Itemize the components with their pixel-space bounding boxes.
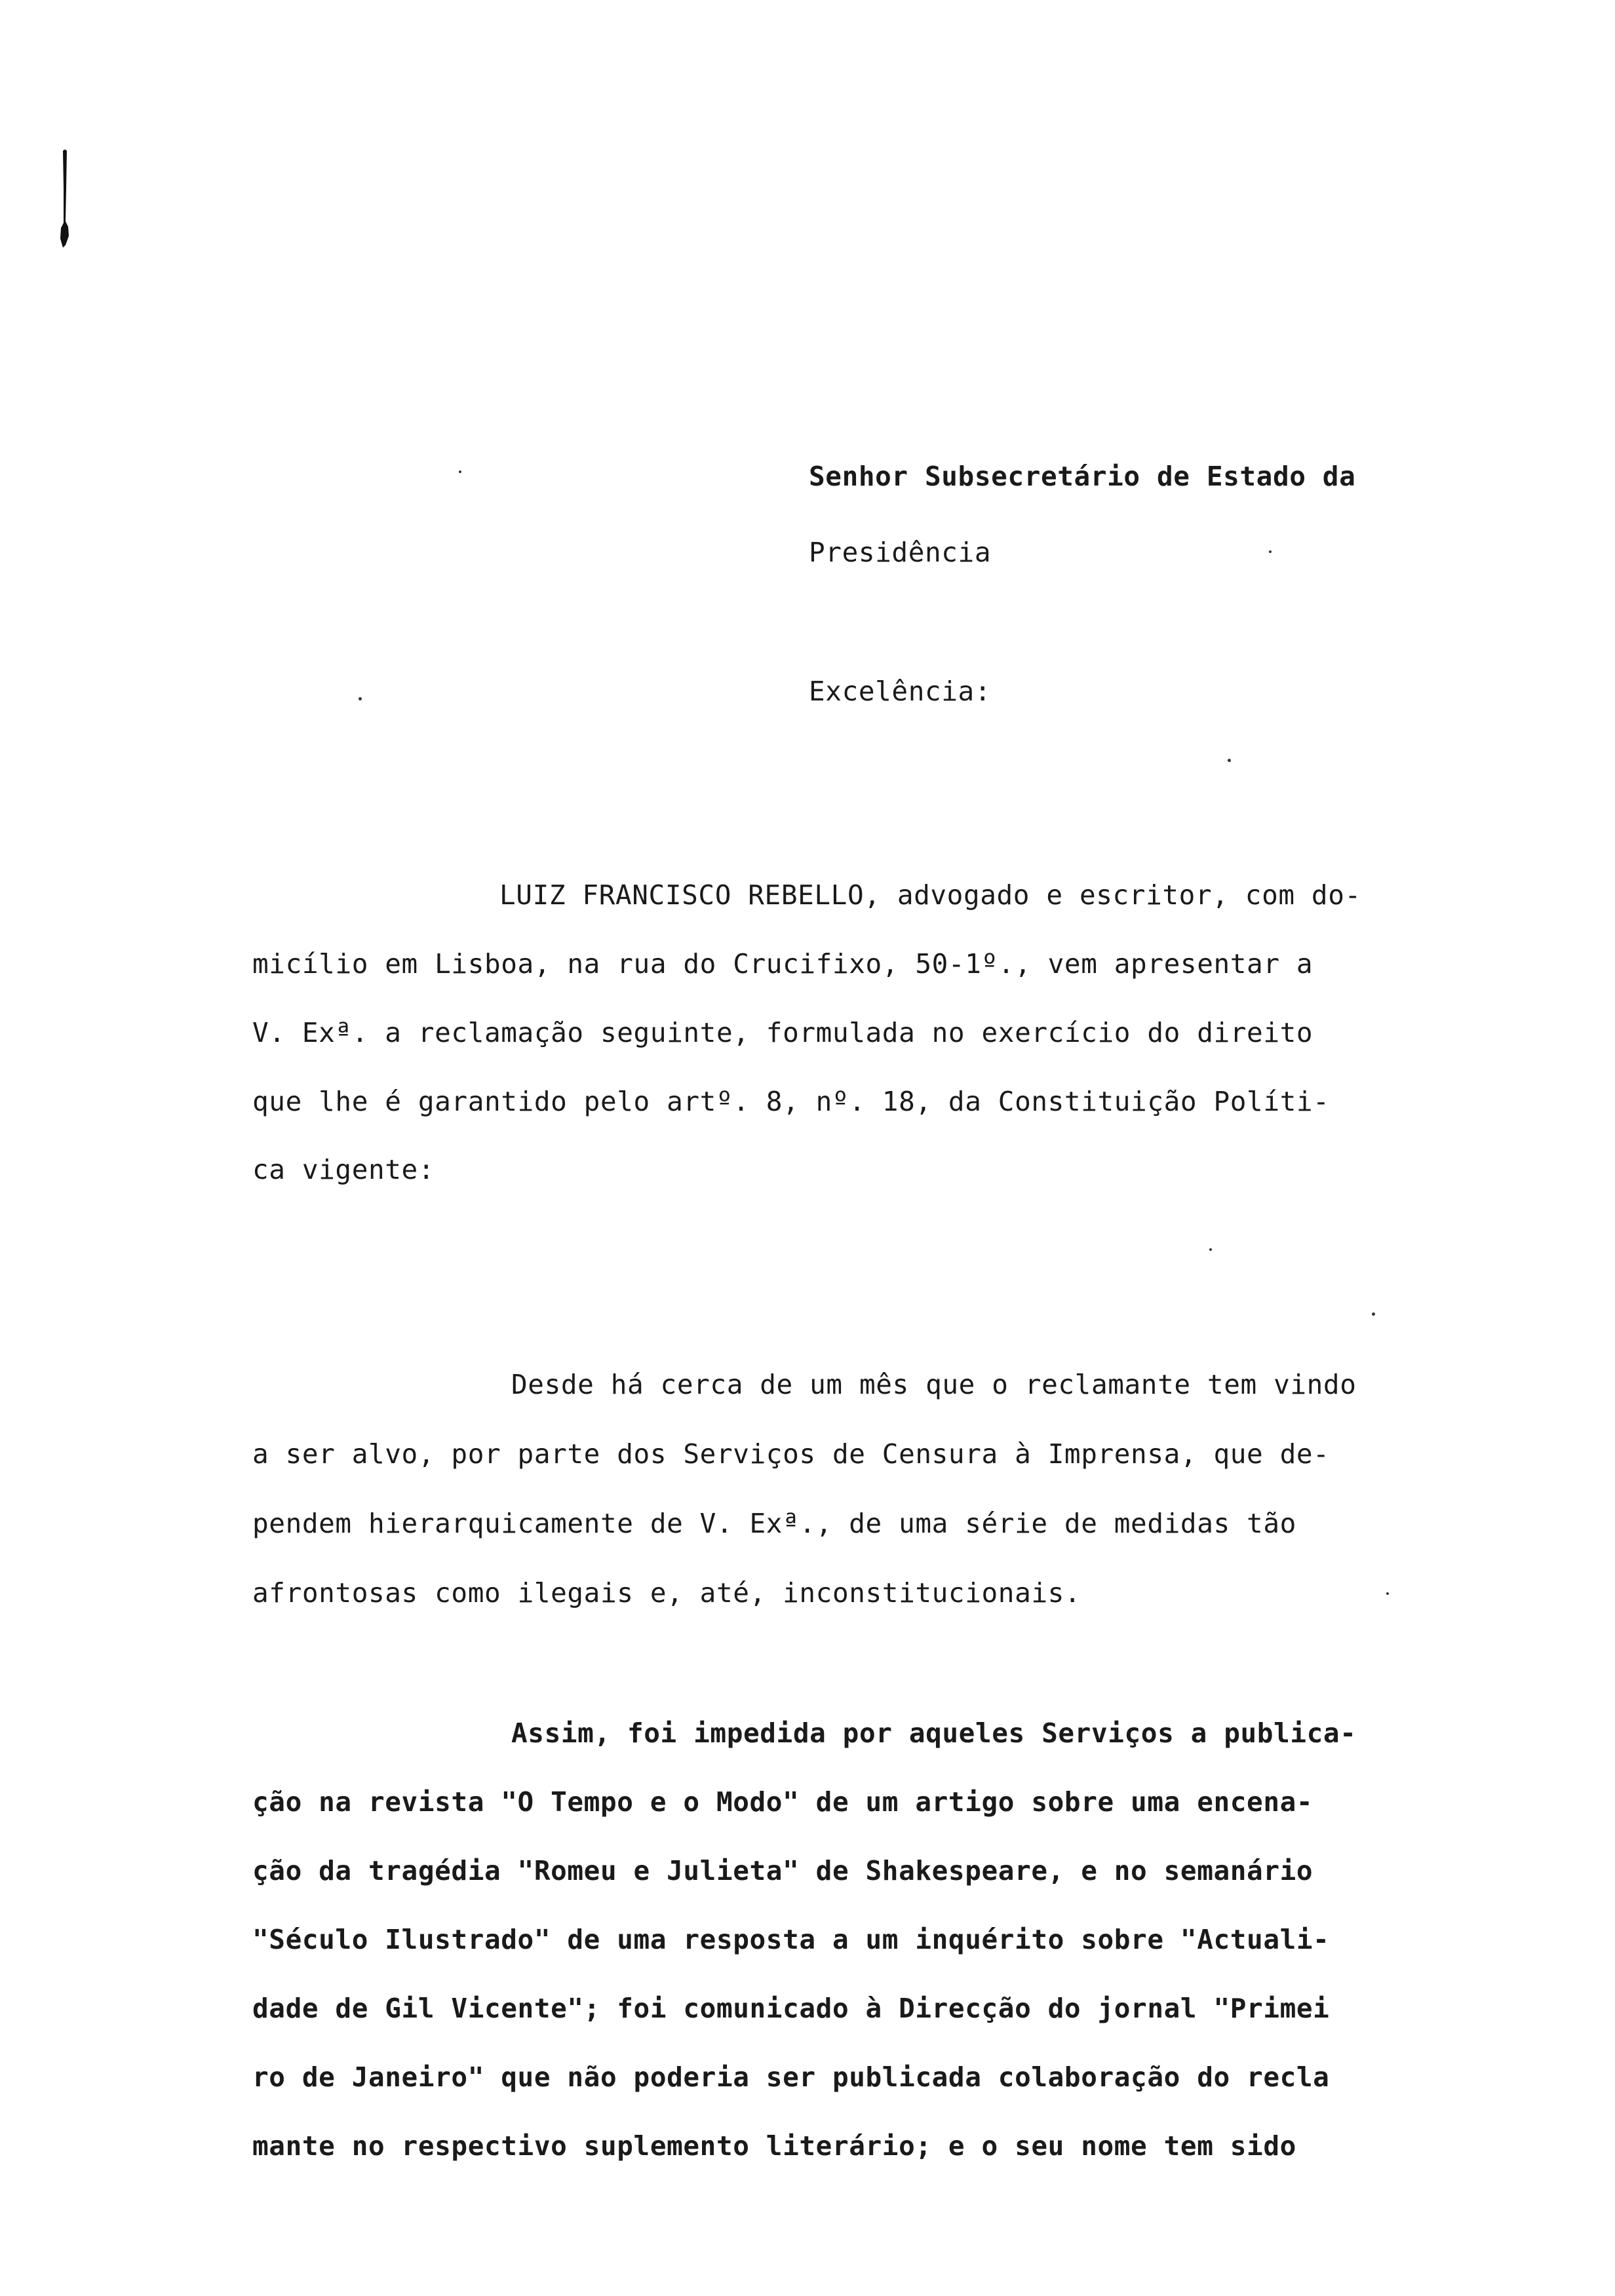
addressee-line: Senhor Subsecretário de Estado da	[809, 461, 1356, 492]
paragraph-line: dade de Gil Vicente"; foi comunicado à Direcção do jornal "Primei	[252, 1993, 1330, 2024]
paragraph-line: pendem hierarquicamente de V. Exª., de uma série de medidas tão	[252, 1508, 1296, 1539]
paragraph-line: micílio em Lisboa, na rua do Crucifixo, 50-1º., vem apresentar a	[252, 948, 1313, 980]
paragraph-line: ro de Janeiro" que não poderia ser publicada colaboração do recla	[252, 2061, 1330, 2093]
paragraph-line: ca vigente:	[252, 1154, 435, 1185]
paragraph-line: V. Exª. a reclamação seguinte, formulada no exercício do direito	[252, 1017, 1313, 1048]
addressee-line: Presidência	[809, 537, 992, 568]
speck	[1209, 1248, 1212, 1251]
paragraph-line: LUIZ FRANCISCO REBELLO, advogado e escritor, com do-	[499, 879, 1361, 911]
speck	[459, 470, 461, 473]
paragraph-line: Desde há cerca de um mês que o reclamante tem vindo	[511, 1369, 1357, 1400]
paragraph-line: mante no respectivo suplemento literário; e o seu nome tem sido	[252, 2130, 1296, 2162]
paragraph-line: a ser alvo, por parte dos Serviços de Censura à Imprensa, que de-	[252, 1438, 1330, 1470]
margin-mark	[58, 149, 72, 248]
paragraph-line: afrontosas como ilegais e, até, inconstitucionais.	[252, 1577, 1081, 1609]
paragraph-line: "Século Ilustrado" de uma resposta a um inquérito sobre "Actuali-	[252, 1924, 1330, 1955]
speck	[359, 697, 362, 700]
paragraph-line: ção na revista "O Tempo e o Modo" de um artigo sobre uma encena-	[252, 1786, 1313, 1818]
speck	[1386, 1592, 1389, 1595]
salutation: Excelência:	[809, 676, 992, 707]
paragraph-line: ção da tragédia "Romeu e Julieta" de Shakespeare, e no semanário	[252, 1855, 1313, 1886]
paragraph-line: Assim, foi impedida por aqueles Serviços a publica-	[511, 1717, 1357, 1749]
speck	[1228, 759, 1231, 762]
speck	[1269, 550, 1272, 553]
paragraph-line: que lhe é garantido pelo artº. 8, nº. 18, da Constituição Políti-	[252, 1086, 1330, 1117]
speck	[1372, 1312, 1375, 1316]
